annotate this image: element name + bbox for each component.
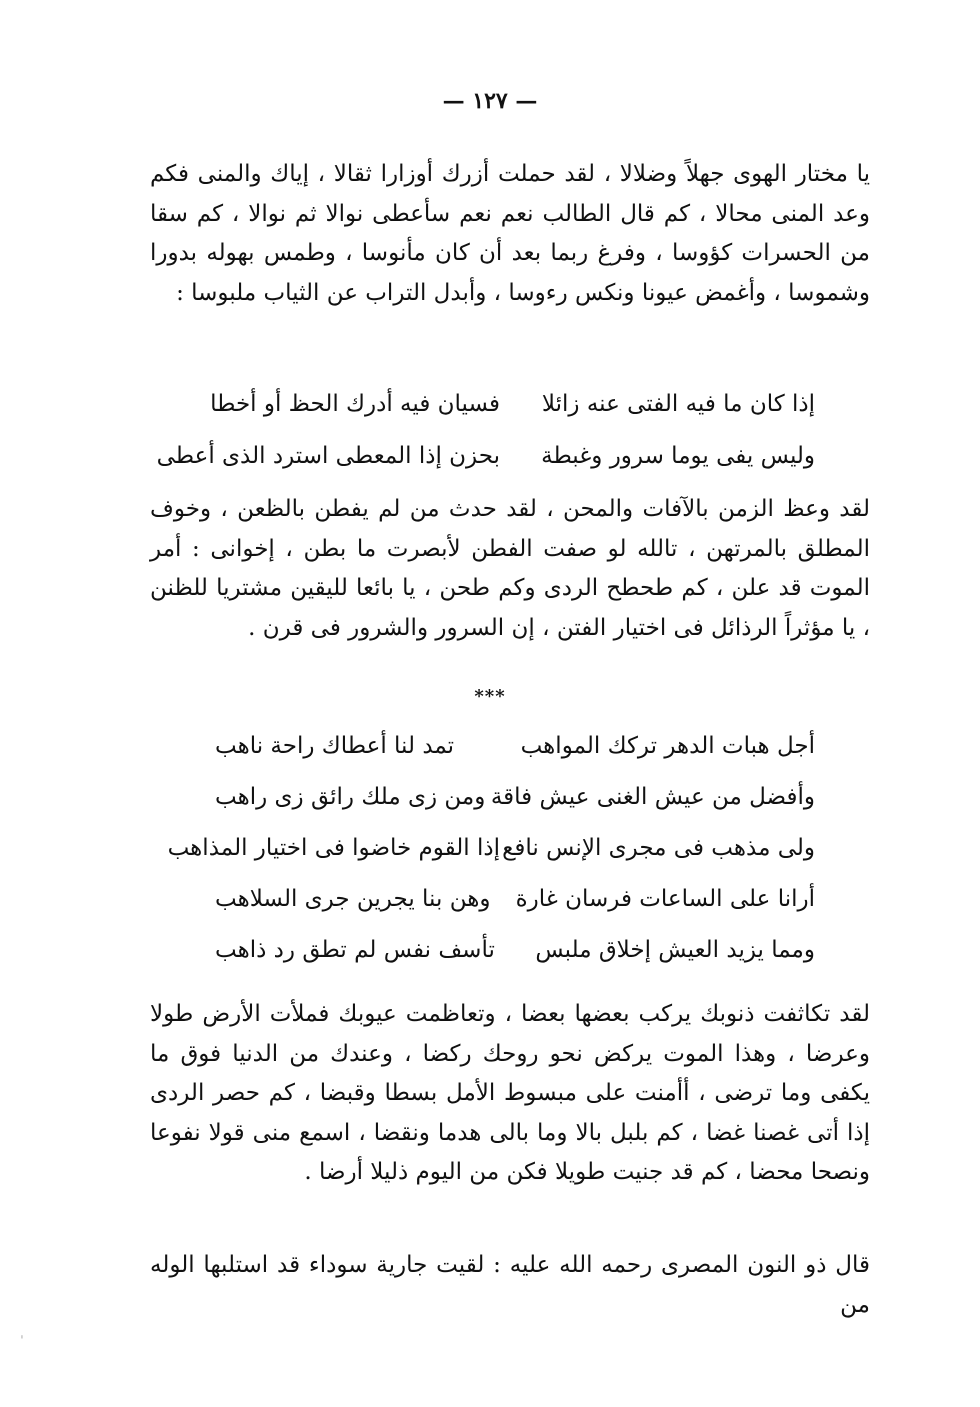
paragraph-text: لقد تكاثفت ذنوبك يركب بعضها بعضا ، وتعاظمت عيوبك فملأت الأرض طولا وعرضا ، وهذا الموت يركض نحو روحك ركضا ، وعندك من الدنيا فوق ما يكفى وما ترضى ، أأمنت على مبسوط الأمل بسطا وقبضا ، كم حصر الردى إذا أتى غصنا غضا ، كم بلبل بالا وما بالى هدما ونقضا ، اسمع منى قولا نفوعا ونصحا محضا ، كم قد جنيت طويلا فكن من اليوم ذليلا أرضا . (150, 1001, 870, 1185)
prose-paragraph-3 (150, 995, 870, 1193)
margin-mark: ˈ (20, 1334, 24, 1350)
paragraph-text: لقد وعظ الزمن بالآفات والمحن ، لقد حدث من لم يفطن بالظعن ، وخوف المطلق بالمرتهن ، تالله لو صفت الفطن لأبصرت ما بطن ، إخوانى : أمر الموت قد علن ، كم طحطح الردى وكم طحن ، يا بائعا لليقين مشتريا للظنن ، يا مؤثراً الرذائل فى اختيار الفتن ، إن السرور والشرور فى قرن . (150, 496, 870, 641)
verse-first-hemistich: ومما يزيد العيش إخلاق ملبس (535, 936, 815, 963)
verse-line (156, 430, 815, 482)
verse-first-hemistich: وأفضل من عيش الغنى عيش فاقة (490, 783, 815, 810)
verse-first-hemistich: ولى مذهب فى مجرى الإنس نافع (502, 834, 815, 861)
paragraph-text: يا مختار الهوى جهلاً وضلالا ، لقد حملت أزرك أوزارا ثقالا ، إياك والمنى فكم وعد المنى محالا ، كم قال الطالب نعم نعم سأعطى نوالا ثم نوالا ، كم سقا من الحسرات كؤوسا ، وفرغ ربما بعد أن كان مأنوسا ، وطمس بهوله بدورا وشموسا ، وأغمض عيونا ونكس رءوسا ، وأبدل التراب عن الثياب ملبوسا : (150, 161, 870, 306)
verse-line (210, 378, 815, 430)
verse-line (215, 873, 815, 924)
poem-block-2 (167, 720, 815, 975)
paragraph-text: قال ذو النون المصرى رحمه الله عليه : لقيت جارية سوداء قد استلبها الوله من (150, 1252, 870, 1318)
poem-block-1 (156, 378, 815, 482)
verse-second-hemistich: تأسف نفس لم تطق رد ذاهب (215, 936, 495, 963)
verse-line (215, 771, 815, 822)
verse-first-hemistich: وليس يفى يوما سرور وغبطة (541, 443, 815, 469)
verse-second-hemistich: إذا القوم خاضوا فى اختيار المذاهب (167, 834, 500, 861)
verse-first-hemistich: إذا كان ما فيه الفتى عنه زائلا (541, 391, 815, 417)
section-separator: *** (474, 686, 506, 707)
verse-line (215, 720, 815, 771)
verse-second-hemistich: فسيان فيه أدرك الحظ أو أخطا (210, 391, 500, 417)
verse-line (167, 822, 815, 873)
verse-second-hemistich: تمد لنا أعطاك راحة ناهب (215, 732, 455, 759)
prose-paragraph-4 (150, 1246, 870, 1325)
page-number: — ١٢٧ — (442, 88, 538, 114)
prose-paragraph-2 (150, 490, 870, 648)
verse-second-hemistich: ومن زى ملك رائق زى راهب (215, 783, 486, 810)
verse-first-hemistich: أرانا على الساعات فرسان غارة (515, 885, 815, 912)
verse-second-hemistich: وهن بنا يجرين جرى السلاهب (215, 885, 491, 912)
verse-second-hemistich: بحزن إذا المعطى استرد الذى أعطى (156, 443, 500, 469)
verse-first-hemistich: أجل هبات الدهر تركك المواهب (520, 732, 815, 759)
prose-paragraph-1 (150, 155, 870, 313)
verse-line (215, 924, 815, 975)
